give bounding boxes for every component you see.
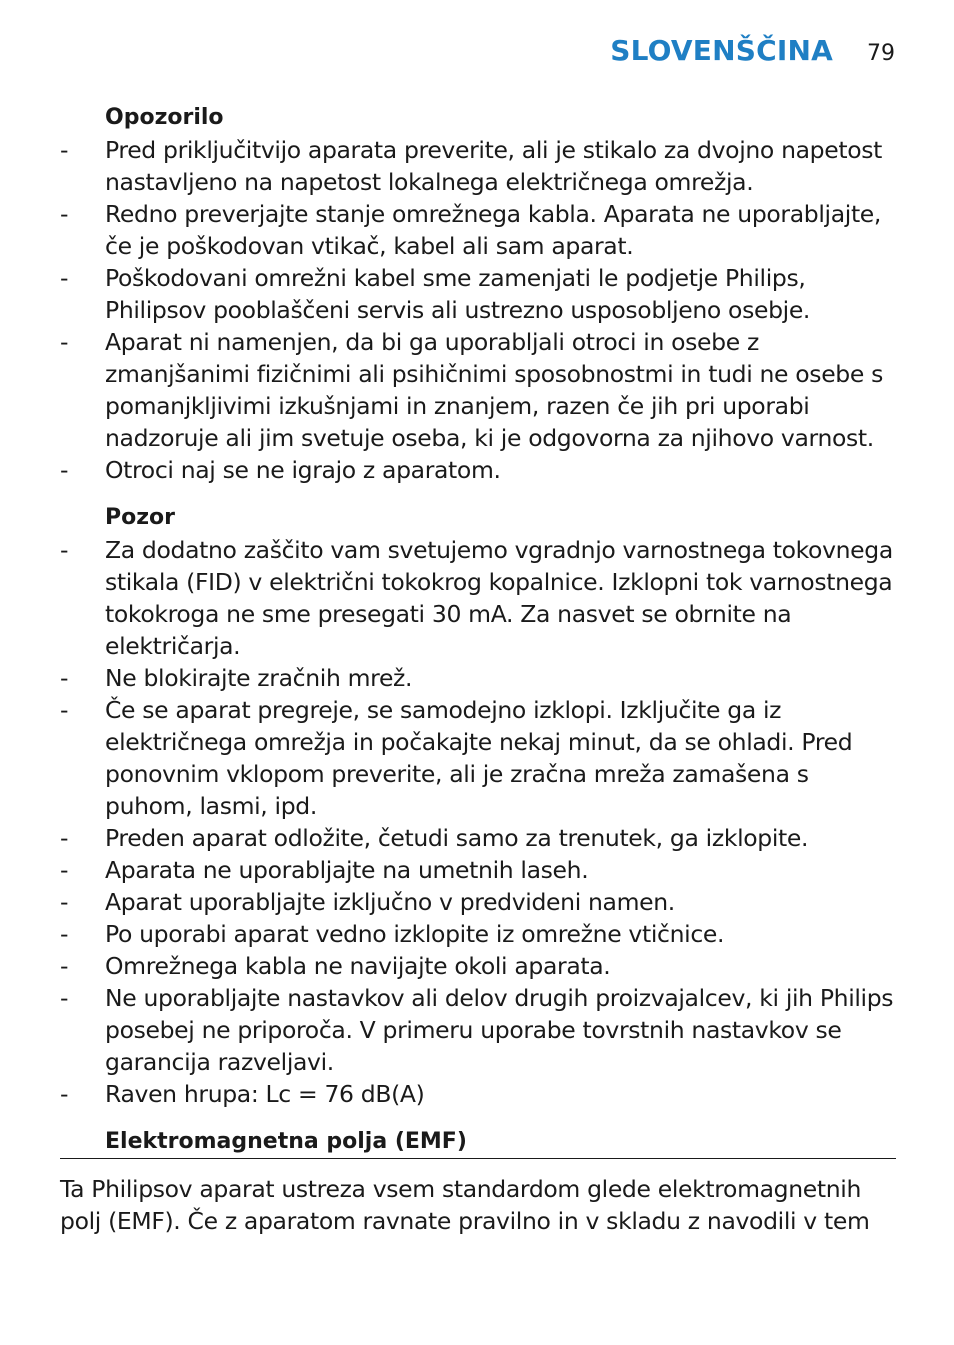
section-spacer xyxy=(60,486,896,502)
list-item xyxy=(60,134,896,198)
page-content xyxy=(60,102,896,1237)
bullet-dash: - xyxy=(60,328,69,356)
list-item xyxy=(60,534,896,662)
page-header xyxy=(610,34,895,67)
list-item xyxy=(60,982,896,1078)
list-item xyxy=(60,822,896,854)
list-item xyxy=(60,918,896,950)
list-item xyxy=(60,950,896,982)
language-title: SLOVENŠČINA xyxy=(610,34,833,67)
list-item-text: Pred priključitvijo aparata preverite, ali je stikalo za dvojno napetost nastavljeno na napetost lokalnega električnega omrežja. xyxy=(105,136,882,196)
bullet-dash: - xyxy=(60,824,69,852)
list-item xyxy=(60,886,896,918)
bullet-dash: - xyxy=(60,984,69,1012)
list-item-text: Poškodovani omrežni kabel sme zamenjati le podjetje Philips, Philipsov pooblaščeni servis ali ustrezno usposobljeno osebje. xyxy=(105,264,811,324)
bullet-dash: - xyxy=(60,264,69,292)
list-item-text: Aparat ni namenjen, da bi ga uporabljali otroci in osebe z zmanjšanimi fizičnimi ali psihičnimi sposobnostmi in tudi ne osebe s pomanjkljivimi izkušnjami in znanjem, razen če jih pri uporabi nadzoruje ali jim svetuje oseba, ki je odgovorna za njihovo varnost. xyxy=(105,328,883,452)
list-item-text: Ne uporabljajte nastavkov ali delov drugih proizvajalcev, ki jih Philips posebej ne priporoča. V primeru uporabe tovrstnih nastavkov se garancija razveljavi. xyxy=(105,984,894,1076)
bullet-dash: - xyxy=(60,664,69,692)
emf-heading: Elektromagnetna polja (EMF) xyxy=(60,1126,896,1159)
list-item-text: Ne blokirajte zračnih mrež. xyxy=(105,664,413,692)
list-item-text: Preden aparat odložite, četudi samo za trenutek, ga izklopite. xyxy=(105,824,809,852)
list-item xyxy=(60,326,896,454)
list-item-text: Omrežnega kabla ne navijajte okoli aparata. xyxy=(105,952,611,980)
section-spacer xyxy=(60,1110,896,1126)
bullet-dash: - xyxy=(60,952,69,980)
bullet-dash: - xyxy=(60,200,69,228)
list-item-text: Raven hrupa: Lc = 76 dB(A) xyxy=(105,1080,425,1108)
warning-heading: Opozorilo xyxy=(105,105,224,130)
bullet-dash: - xyxy=(60,1080,69,1108)
list-item xyxy=(60,694,896,822)
bullet-dash: - xyxy=(60,536,69,564)
list-item-text: Če se aparat pregreje, se samodejno izklopi. Izključite ga iz električnega omrežja in počakajte nekaj minut, da se ohladi. Pred ponovnim vklopom preverite, ali je zračna mreža zamašena s puhom, lasmi, ipd. xyxy=(105,696,853,820)
list-item xyxy=(60,854,896,886)
bullet-dash: - xyxy=(60,920,69,948)
list-item-text: Aparata ne uporabljajte na umetnih laseh. xyxy=(105,856,589,884)
caution-heading: Pozor xyxy=(105,505,176,530)
list-item-text: Otroci naj se ne igrajo z aparatom. xyxy=(105,456,501,484)
caution-list xyxy=(60,534,896,1110)
list-item-text: Redno preverjajte stanje omrežnega kabla. Aparata ne uporabljajte, če je poškodovan vtikač, kabel ali sam aparat. xyxy=(105,200,882,260)
list-item-text: Za dodatno zaščito vam svetujemo vgradnjo varnostnega tokovnega stikala (FID) v električni tokokrog kopalnice. Izklopni tok varnostnega tokokroga ne sme presegati 30 mA. Za nasvet se obrnite na električarja. xyxy=(105,536,893,660)
warning-list xyxy=(60,134,896,486)
bullet-dash: - xyxy=(60,856,69,884)
list-item-text: Po uporabi aparat vedno izklopite iz omrežne vtičnice. xyxy=(105,920,725,948)
list-item-text: Aparat uporabljajte izključno v predvideni namen. xyxy=(105,888,675,916)
emf-paragraph: Ta Philipsov aparat ustreza vsem standardom glede elektromagnetnih polj (EMF). Če z aparatom ravnate pravilno in v skladu z navodili v tem xyxy=(60,1175,870,1235)
list-item xyxy=(60,454,896,486)
list-item xyxy=(60,662,896,694)
page-number: 79 xyxy=(867,41,895,66)
bullet-dash: - xyxy=(60,696,69,724)
list-item xyxy=(60,198,896,262)
bullet-dash: - xyxy=(60,888,69,916)
list-item xyxy=(60,1078,896,1110)
list-item xyxy=(60,262,896,326)
bullet-dash: - xyxy=(60,136,69,164)
bullet-dash: - xyxy=(60,456,69,484)
